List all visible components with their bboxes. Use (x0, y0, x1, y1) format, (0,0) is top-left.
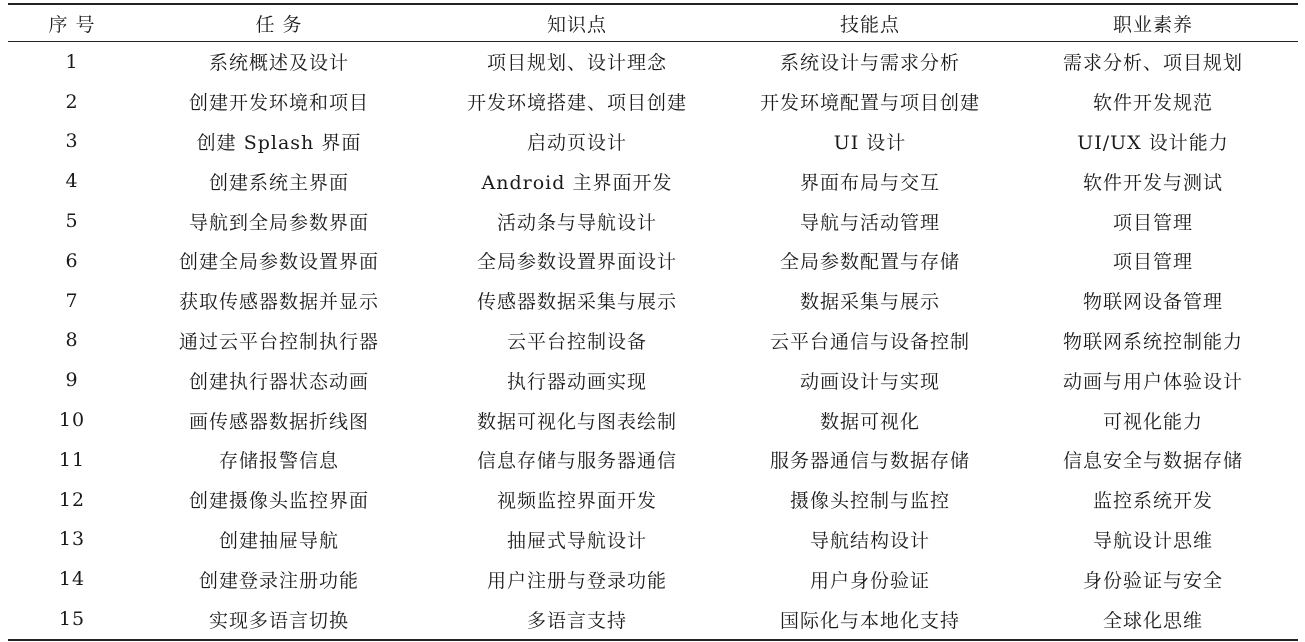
table-row (8, 281, 1298, 321)
table-row (8, 161, 1298, 201)
table-row (8, 82, 1298, 122)
task-cell: 创建开发环境和项目 (188, 92, 369, 115)
knowledge-cell: 信息存储与服务器通信 (476, 450, 677, 473)
table-row (8, 42, 1298, 82)
skill-cell: UI 设计 (833, 131, 907, 154)
task-cell: 创建执行器状态动画 (188, 370, 369, 393)
skill-cell: 服务器通信与数据存储 (769, 450, 970, 473)
table-row (8, 480, 1298, 520)
table-row (8, 321, 1298, 361)
quality-cell: 动画与用户体验设计 (1062, 370, 1243, 393)
row-index-cell: 14 (58, 568, 86, 591)
table-row (8, 241, 1298, 281)
table-row (8, 559, 1298, 599)
header-skill: 技能点 (732, 4, 1008, 42)
knowledge-cell: Android 主界面开发 (481, 171, 673, 194)
row-index-cell: 7 (65, 289, 79, 312)
quality-cell: 需求分析、项目规划 (1062, 52, 1243, 75)
quality-cell: 身份验证与安全 (1082, 569, 1223, 592)
row-index-cell: 1 (65, 50, 79, 73)
row-index-cell: 11 (58, 448, 86, 471)
task-cell: 创建抽屉导航 (218, 529, 339, 552)
header-task: 任 务 (136, 4, 422, 42)
knowledge-cell: 传感器数据采集与展示 (476, 291, 677, 314)
knowledge-cell: 用户注册与登录功能 (486, 569, 667, 592)
task-cell: 创建摄像头监控界面 (188, 490, 369, 513)
table-row (8, 599, 1298, 640)
row-index-cell: 6 (65, 249, 79, 272)
skill-cell: 摄像头控制与监控 (789, 490, 950, 513)
table-row (8, 201, 1298, 241)
knowledge-cell: 活动条与导航设计 (496, 211, 657, 234)
task-cell: 导航到全局参数界面 (188, 211, 369, 234)
quality-cell: 监控系统开发 (1092, 490, 1213, 513)
row-index-cell: 15 (58, 608, 86, 631)
quality-cell: 全球化思维 (1102, 609, 1203, 632)
skill-cell: 界面布局与交互 (799, 171, 940, 194)
quality-cell: 导航设计思维 (1092, 529, 1213, 552)
task-cell: 系统概述及设计 (208, 52, 349, 75)
header-index: 序 号 (8, 4, 136, 42)
skill-cell: 数据可视化 (819, 410, 920, 433)
table-row (8, 122, 1298, 162)
row-index-cell: 9 (65, 369, 79, 392)
skill-cell: 云平台通信与设备控制 (769, 330, 970, 353)
quality-cell: 软件开发与测试 (1082, 171, 1223, 194)
table-row (8, 360, 1298, 400)
task-table (8, 3, 1298, 641)
header-row (8, 4, 1298, 42)
skill-cell: 动画设计与实现 (799, 370, 940, 393)
table-body (8, 42, 1298, 640)
table-row (8, 440, 1298, 480)
quality-cell: 物联网系统控制能力 (1062, 330, 1243, 353)
row-index-cell: 12 (58, 488, 86, 511)
task-cell: 通过云平台控制执行器 (178, 330, 379, 353)
header-knowledge: 知识点 (422, 4, 732, 42)
quality-cell: 物联网设备管理 (1082, 291, 1223, 314)
row-index-cell: 4 (65, 170, 79, 193)
knowledge-cell: 全局参数设置界面设计 (476, 251, 677, 274)
task-cell: 创建系统主界面 (208, 171, 349, 194)
knowledge-cell: 执行器动画实现 (506, 370, 647, 393)
knowledge-cell: 数据可视化与图表绘制 (476, 410, 677, 433)
quality-cell: 软件开发规范 (1092, 92, 1213, 115)
skill-cell: 导航结构设计 (809, 529, 930, 552)
quality-cell: 信息安全与数据存储 (1062, 450, 1243, 473)
knowledge-cell: 项目规划、设计理念 (486, 52, 667, 75)
row-index-cell: 13 (58, 528, 86, 551)
row-index-cell: 2 (65, 90, 79, 113)
task-cell: 存储报警信息 (218, 450, 339, 473)
row-index-cell: 8 (65, 329, 79, 352)
skill-cell: 数据采集与展示 (799, 291, 940, 314)
knowledge-cell: 抽屉式导航设计 (506, 529, 647, 552)
table-row (8, 520, 1298, 560)
task-cell: 实现多语言切换 (208, 609, 349, 632)
row-index-cell: 10 (58, 409, 86, 432)
knowledge-cell: 视频监控界面开发 (496, 490, 657, 513)
table-row (8, 400, 1298, 440)
skill-cell: 系统设计与需求分析 (779, 52, 960, 75)
skill-cell: 导航与活动管理 (799, 211, 940, 234)
knowledge-cell: 云平台控制设备 (506, 330, 647, 353)
task-cell: 创建登录注册功能 (198, 569, 359, 592)
task-cell: 创建 Splash 界面 (196, 131, 362, 154)
skill-cell: 用户身份验证 (809, 569, 930, 592)
header-quality: 职业素养 (1008, 4, 1298, 42)
quality-cell: 项目管理 (1112, 251, 1193, 274)
task-cell: 创建全局参数设置界面 (178, 251, 379, 274)
row-index-cell: 5 (65, 210, 79, 233)
skill-cell: 全局参数配置与存储 (779, 251, 960, 274)
skill-cell: 开发环境配置与项目创建 (759, 92, 980, 115)
quality-cell: 可视化能力 (1102, 410, 1203, 433)
knowledge-cell: 启动页设计 (526, 131, 627, 154)
quality-cell: UI/UX 设计能力 (1077, 131, 1229, 154)
task-cell: 画传感器数据折线图 (188, 410, 369, 433)
row-index-cell: 3 (65, 130, 79, 153)
task-cell: 获取传感器数据并显示 (178, 291, 379, 314)
skill-cell: 国际化与本地化支持 (779, 609, 960, 632)
knowledge-cell: 多语言支持 (526, 609, 627, 632)
table-header (8, 4, 1298, 42)
knowledge-cell: 开发环境搭建、项目创建 (466, 92, 687, 115)
quality-cell: 项目管理 (1112, 211, 1193, 234)
